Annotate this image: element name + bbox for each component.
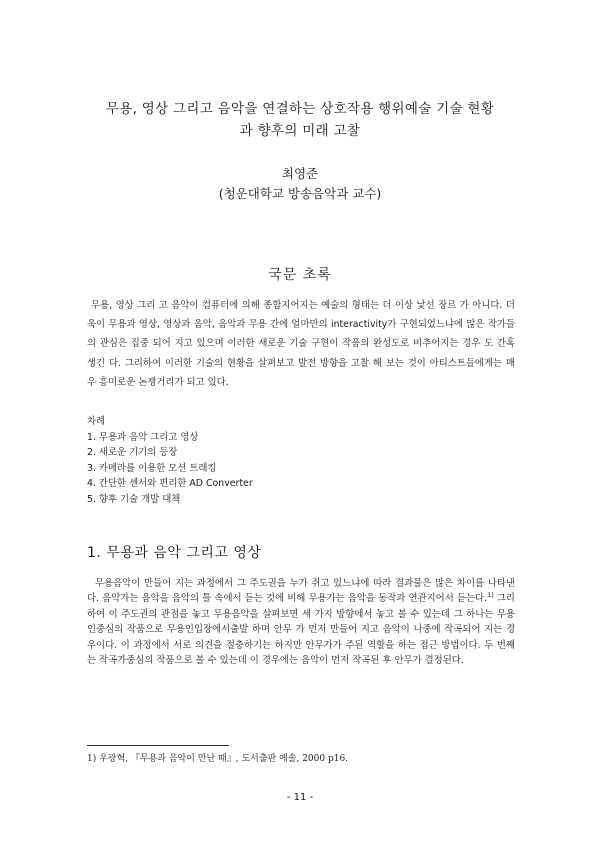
abstract-heading: 국문 초록 <box>268 267 332 283</box>
section-1-text-part-1: 무용음악이 만들어 지는 과정에서 그 주도권을 누가 쥐고 있느냐에 따라 결과물은 많은 차이를 나타낸다. 음악가는 음악을 음악의 틀 속에서 듣는 것에 비해 무용가는 음악을 동작과 연관지어서 듣는다. <box>87 578 515 605</box>
toc-item-5: 5. 향후 기술 개발 대책 <box>87 493 181 505</box>
author-block <box>60 164 540 204</box>
paper-title <box>60 98 540 142</box>
section-1-body <box>87 576 515 668</box>
paper-title-line-1: 무용, 영상 그리고 음악을 연결하는 상호작용 행위예술 기술 현황 <box>105 101 495 117</box>
abstract-body <box>87 296 515 392</box>
author-affiliation: (청운대학교 방송음악과 교수) <box>218 186 382 201</box>
toc-item-4: 4. 간단한 센서와 편리한 AD Converter <box>87 478 253 490</box>
abstract-paragraph: 무용, 영상 그리 고 음악이 컴퓨터에 의해 종합지어지는 예술의 형태는 더 이상 낯선 장르 가 아니다. 더욱이 무용과 영상, 영상과 음악, 음악과 무용 간에 얼마만의 interactivity가 구현되었느냐에 많은 작가들의 관심은 집중 되어 지고 있으며 이러한 새로운 기술 구현이 작품의 완성도로 비추어지는 경우 도 간혹 생긴 다. 그리하여 이러한 기술의 현황을 살펴보고 발전 방향을 고찰 해 보는 것이 아티스트들에게는 매 우 흥미로운 논쟁거리가 되고 있다. <box>87 300 515 388</box>
page-number: - 11 - <box>286 792 314 803</box>
paper-title-line-2: 과 향후의 미래 고찰 <box>239 123 361 139</box>
toc-item-3: 3. 카메라를 이용한 모션 트래킹 <box>87 462 217 474</box>
toc-item-1: 1. 무용과 음악 그리고 영상 <box>87 431 199 443</box>
toc-heading: 차례 <box>87 416 106 427</box>
footnote-1: 1) 우광혁, 『무용과 음악이 만난 때』, 도서출판 예솔, 2000 p16. <box>87 754 349 764</box>
toc-item-2: 2. 새로운 기기의 등장 <box>87 447 178 459</box>
table-of-contents <box>87 414 507 508</box>
section-1-paragraph <box>87 576 515 668</box>
section-1-text-part-2: 그리하여 이 주도권의 관점을 놓고 무용음악을 살펴보면 세 가지 방향에서 놓고 볼 수 있는데 그 하나는 무용인중심의 작품으로 무용인입장에서출발 하며 안무 가 먼저 만들어 지고 음악이 나중에 작곡되어 지는 경우이다. 이 과정에서 서로 의견을 절충하기는 하지만 안무가가 주된 역할을 하는 접근 방법이다. 두 번째는 작곡가중심의 작품으로 볼 수 있는데 이 경우에는 음악이 먼저 작곡된 후 안무가 결정된다. <box>87 593 515 667</box>
footnote-reference-1[interactable]: 1) <box>487 591 494 600</box>
section-1-heading: 1. 무용과 음악 그리고 영상 <box>87 545 262 561</box>
author-name: 최영준 <box>281 166 319 181</box>
footnote-divider <box>87 745 229 746</box>
